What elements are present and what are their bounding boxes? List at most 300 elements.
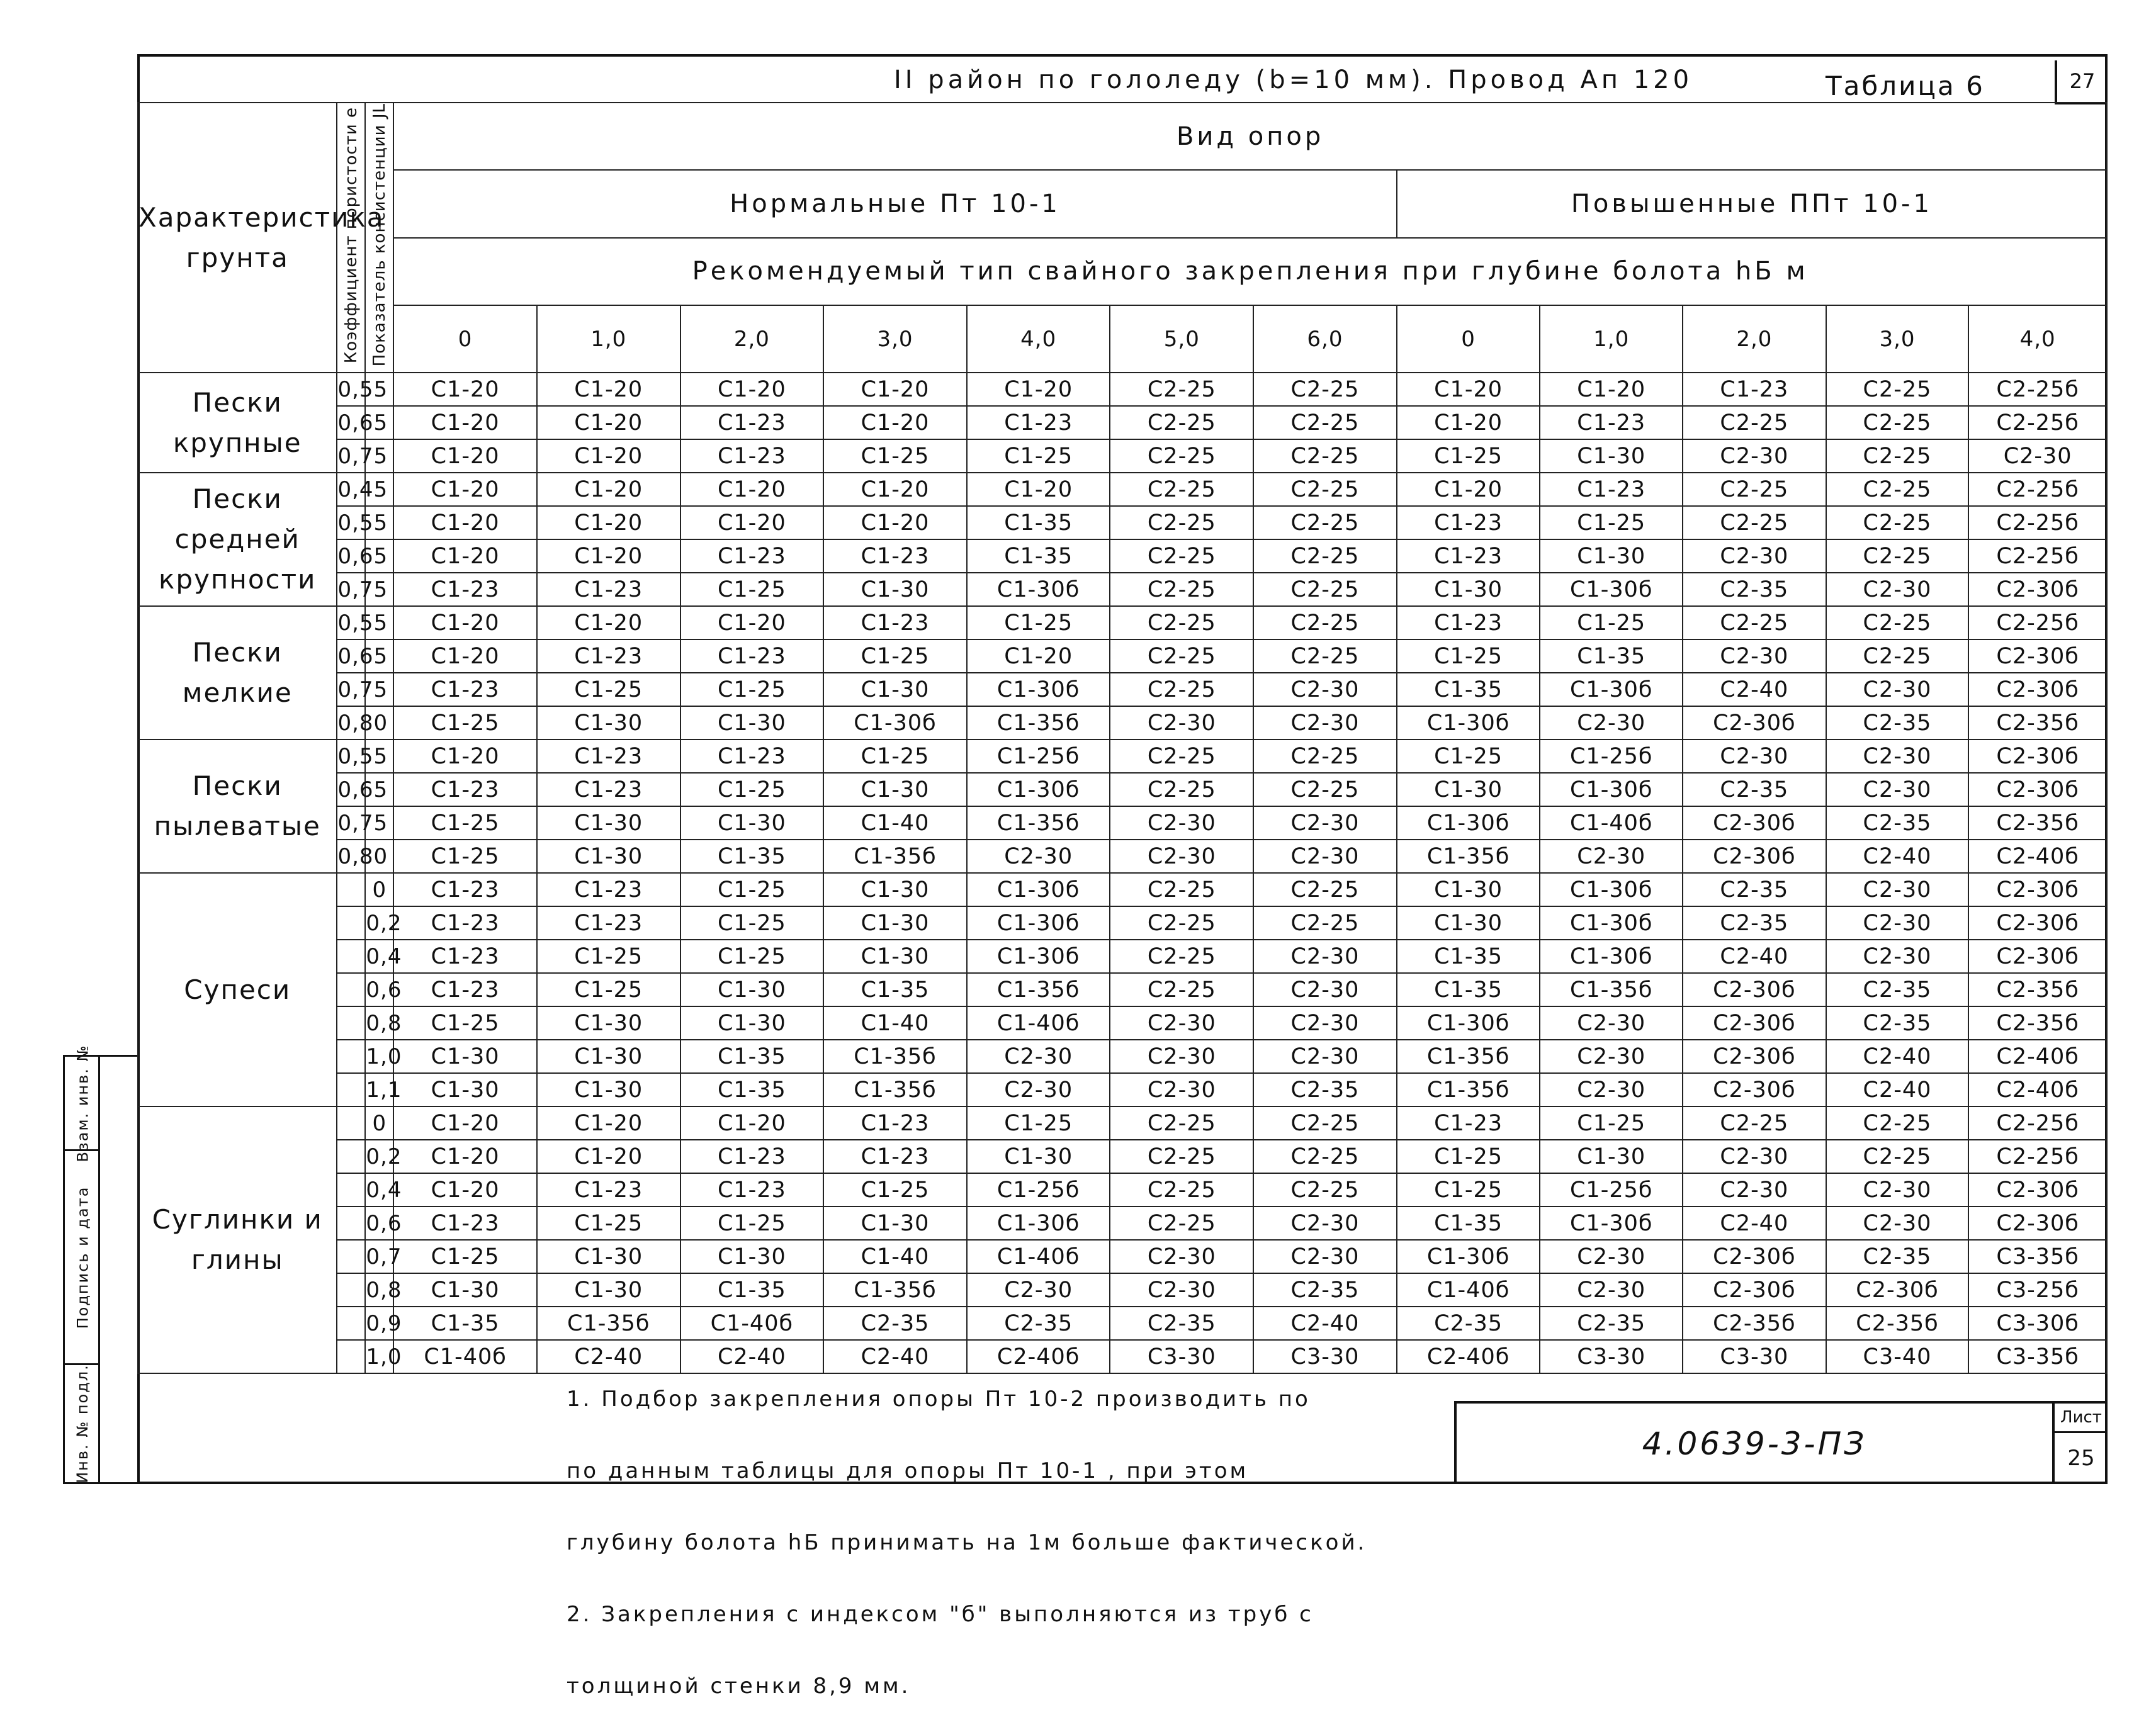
pile-type-cell: С1-30 — [1540, 539, 1683, 573]
pile-type-cell: С2-30 — [1253, 973, 1397, 1006]
pile-type-cell: С2-30б — [1683, 806, 1826, 840]
pile-type-cell: С2-40 — [1253, 1307, 1397, 1340]
pile-type-cell: С2-35б — [1826, 1307, 1969, 1340]
depth-normal-3: 3,0 — [823, 305, 967, 373]
porosity-value: 0,75 — [337, 573, 365, 606]
side-strip-cell — [65, 1044, 100, 1162]
pile-type-cell: С2-30 — [1683, 439, 1826, 473]
pile-type-cell: С3-35б — [1968, 1240, 2107, 1273]
pile-type-cell: С2-25 — [1110, 373, 1253, 406]
title-stamp — [1454, 1401, 2108, 1484]
pile-type-cell: С2-35 — [967, 1307, 1110, 1340]
pile-type-cell: С1-20 — [393, 473, 537, 506]
porosity-value — [337, 1140, 365, 1173]
table-row — [138, 940, 2107, 973]
pile-type-cell: С1-20 — [393, 439, 537, 473]
pile-type-cell: С1-20 — [393, 606, 537, 639]
pile-type-cell: С1-25 — [967, 439, 1110, 473]
pile-type-cell: С2-25б — [1968, 373, 2107, 406]
pile-type-cell: С2-30б — [1968, 773, 2107, 806]
pile-type-cell: С1-20 — [537, 1140, 680, 1173]
pile-type-cell: С1-35б — [1397, 1073, 1540, 1106]
pile-type-cell: С2-35 — [1683, 773, 1826, 806]
pile-type-cell: С2-30б — [1968, 573, 2107, 606]
soil-group-name: Пески мелкие — [138, 606, 337, 740]
pile-type-cell: С1-20 — [967, 373, 1110, 406]
side-strip-cell — [65, 1365, 100, 1482]
pile-type-cell: С1-25 — [680, 773, 824, 806]
pile-type-cell: С2-30 — [1826, 873, 1969, 906]
table-row — [138, 1273, 2107, 1307]
consistency-value: 0,6 — [365, 973, 393, 1006]
pile-type-cell: С2-35 — [1397, 1307, 1540, 1340]
pile-type-cell: С2-25 — [1110, 1207, 1253, 1240]
pile-type-cell: С2-25 — [1110, 740, 1253, 773]
pile-type-cell: С2-35 — [1826, 806, 1969, 840]
consistency-value: 1,0 — [365, 1340, 393, 1373]
pile-type-cell: С1-30б — [967, 1207, 1110, 1240]
pile-type-cell: С1-30б — [1540, 573, 1683, 606]
pile-type-cell: С2-30 — [1540, 1073, 1683, 1106]
pile-type-cell: С2-30 — [1683, 1173, 1826, 1207]
pile-type-cell: С2-25 — [1253, 539, 1397, 573]
pile-type-cell: С1-30б — [1540, 906, 1683, 940]
pile-type-cell: С1-25 — [537, 940, 680, 973]
raised-supports-header: Повышенные ППт 10-1 — [1397, 170, 2107, 237]
pile-type-cell: С1-23 — [967, 406, 1110, 439]
sheet-number: 25 — [2067, 1446, 2095, 1471]
pile-type-cell: С1-23 — [1397, 506, 1540, 539]
porosity-value — [337, 1106, 365, 1140]
pile-type-cell: С1-35 — [1397, 973, 1540, 1006]
pile-type-cell: С1-30 — [393, 1073, 537, 1106]
pile-type-cell: С1-30 — [537, 806, 680, 840]
porosity-value — [337, 1040, 365, 1073]
pile-type-cell: С2-30 — [1253, 1240, 1397, 1273]
pile-type-cell: С2-40 — [1683, 940, 1826, 973]
pile-type-cell: С3-35б — [1968, 1340, 2107, 1373]
pile-type-cell: С1-23 — [823, 1140, 967, 1173]
pile-type-cell: С2-25 — [1110, 940, 1253, 973]
pile-type-cell: С1-30 — [537, 840, 680, 873]
table-row — [138, 806, 2107, 840]
pile-type-cell: С2-30б — [1683, 1006, 1826, 1040]
pile-type-cell: С1-20 — [537, 506, 680, 539]
porosity-header: Коэффициент пористости e — [337, 103, 365, 373]
pile-type-cell: С2-25 — [1110, 539, 1253, 573]
pile-type-cell: С1-30 — [967, 1140, 1110, 1173]
pile-type-cell: С2-35б — [1683, 1307, 1826, 1340]
pile-type-cell: С2-30 — [1826, 740, 1969, 773]
pile-type-cell: С1-30 — [1397, 873, 1540, 906]
porosity-value — [337, 1273, 365, 1307]
pile-type-cell: С1-25 — [680, 940, 824, 973]
pile-type-cell: С1-20 — [537, 439, 680, 473]
porosity-value — [337, 1240, 365, 1273]
pile-type-cell: С1-30б — [967, 573, 1110, 606]
pile-type-cell: С2-25 — [1253, 740, 1397, 773]
pile-type-cell: С1-35 — [393, 1307, 537, 1340]
consistency-value: 0,2 — [365, 906, 393, 940]
pile-type-cell: С1-30 — [680, 706, 824, 740]
pile-type-cell: С1-25 — [1397, 439, 1540, 473]
consistency-header: Показатель консистенции JL — [365, 103, 393, 373]
pile-type-cell: С2-40 — [1826, 1073, 1969, 1106]
pile-type-cell: С1-20 — [393, 1106, 537, 1140]
pile-type-cell: С1-25 — [680, 873, 824, 906]
pile-type-cell: С2-40 — [1826, 1040, 1969, 1073]
consistency-value: 0,9 — [365, 1307, 393, 1340]
pile-type-cell: С1-30б — [823, 706, 967, 740]
pile-type-cell: С2-25б — [1968, 473, 2107, 506]
pile-type-cell: С1-23 — [393, 973, 537, 1006]
pile-type-cell: С2-25 — [1683, 606, 1826, 639]
table-row — [138, 1106, 2107, 1140]
pile-type-cell: С2-30б — [1683, 706, 1826, 740]
pile-type-cell: С1-30 — [1397, 773, 1540, 806]
pile-type-cell: С1-25 — [393, 806, 537, 840]
pile-type-cell: С1-30 — [1397, 906, 1540, 940]
pile-type-cell: С2-30 — [967, 1040, 1110, 1073]
pile-type-cell: С1-35б — [823, 1073, 967, 1106]
pile-type-cell: С1-25 — [1397, 639, 1540, 673]
table-row — [138, 1140, 2107, 1173]
table-head — [138, 103, 2107, 373]
pile-type-cell: С1-23 — [680, 1140, 824, 1173]
table-row — [138, 740, 2107, 773]
pile-type-cell: С1-20 — [537, 606, 680, 639]
pile-type-cell: С1-25 — [1540, 506, 1683, 539]
pile-type-cell: С1-23 — [680, 740, 824, 773]
porosity-value: 0,55 — [337, 740, 365, 773]
pile-type-cell: С1-20 — [537, 373, 680, 406]
pile-type-cell: С1-23 — [680, 406, 824, 439]
pile-type-cell: С1-25 — [680, 673, 824, 706]
pile-type-cell: С1-35б — [1397, 840, 1540, 873]
pile-type-cell: С1-40 — [823, 1240, 967, 1273]
porosity-value: 0,55 — [337, 373, 365, 406]
depth-raised-1: 1,0 — [1540, 305, 1683, 373]
footnote-line: глубину болота hБ принимать на 1м больше фактической. — [567, 1530, 1367, 1555]
pile-type-cell: С2-25 — [1253, 639, 1397, 673]
pile-type-cell: С2-30б — [1968, 1173, 2107, 1207]
pile-type-cell: С1-40б — [680, 1307, 824, 1340]
footnote-line: 2. Закрепления с индексом "б" выполняются из труб с — [567, 1602, 1314, 1627]
porosity-value: 0,75 — [337, 806, 365, 840]
pile-type-cell: С1-30б — [1540, 940, 1683, 973]
pile-type-cell: С3-30 — [1253, 1340, 1397, 1373]
depth-normal-2: 2,0 — [680, 305, 824, 373]
soil-group-name: Пески средней крупности — [138, 473, 337, 606]
porosity-value: 0,65 — [337, 539, 365, 573]
pile-type-cell: С2-30 — [967, 1073, 1110, 1106]
pile-type-cell: С1-30 — [537, 1073, 680, 1106]
pile-type-cell: С1-20 — [393, 1140, 537, 1173]
pile-type-cell: С2-25б — [1968, 606, 2107, 639]
pile-type-cell: С2-30 — [1110, 1240, 1253, 1273]
depth-normal-5: 5,0 — [1110, 305, 1253, 373]
pile-type-cell: С1-30 — [823, 773, 967, 806]
pile-type-cell: С2-25 — [1110, 873, 1253, 906]
pile-type-cell: С1-40б — [967, 1006, 1110, 1040]
pile-type-cell: С1-25 — [393, 1006, 537, 1040]
pile-type-cell: С1-23 — [680, 1173, 824, 1207]
pile-type-cell: С1-25 — [393, 1240, 537, 1273]
pile-type-cell: С3-30 — [1110, 1340, 1253, 1373]
pile-type-cell: С1-23 — [393, 906, 537, 940]
consistency-value: 0,4 — [365, 1173, 393, 1207]
pile-type-cell: С1-25 — [1540, 606, 1683, 639]
consistency-value: 0,2 — [365, 1140, 393, 1173]
pile-type-cell: С1-20 — [823, 373, 967, 406]
side-strip-labels — [65, 1044, 100, 1483]
consistency-value: 0,8 — [365, 1006, 393, 1040]
pile-type-cell: С2-25б — [1968, 506, 2107, 539]
pile-type-cell: С1-20 — [823, 506, 967, 539]
pile-type-cell: С1-23 — [537, 906, 680, 940]
table-row — [138, 1073, 2107, 1106]
pile-type-cell: С2-30 — [1826, 1173, 1969, 1207]
pile-type-cell: С1-30 — [823, 873, 967, 906]
pile-type-cell: С1-23 — [537, 773, 680, 806]
pile-type-cell: С2-25 — [1253, 1106, 1397, 1140]
pile-type-cell: С1-25б — [967, 740, 1110, 773]
normal-supports-header: Нормальные Пт 10-1 — [393, 170, 1396, 237]
pile-type-cell: С2-35б — [1968, 806, 2107, 840]
pile-type-cell: С2-30б — [1968, 873, 2107, 906]
pile-type-cell: С2-25 — [1110, 1106, 1253, 1140]
pile-type-cell: С2-25 — [1826, 639, 1969, 673]
pile-type-cell: С2-30 — [1253, 840, 1397, 873]
pile-type-cell: С2-25 — [1826, 539, 1969, 573]
pile-type-cell: С2-25 — [1826, 1140, 1969, 1173]
pile-type-cell: С1-40б — [1397, 1273, 1540, 1307]
pile-type-cell: С1-35б — [967, 973, 1110, 1006]
pile-type-cell: С1-30б — [1540, 773, 1683, 806]
soil-group-name: Пески крупные — [138, 373, 337, 473]
porosity-value — [337, 873, 365, 906]
pile-type-cell: С2-25б — [1968, 539, 2107, 573]
pile-type-cell: С1-40 — [823, 806, 967, 840]
side-strip-label-signature: Подпись и дата — [74, 1186, 92, 1329]
pile-type-cell: С1-25 — [967, 606, 1110, 639]
pile-type-cell: С1-35б — [537, 1307, 680, 1340]
pile-type-cell: С2-30 — [1110, 840, 1253, 873]
side-strip-values — [100, 1057, 135, 1482]
pile-type-cell: С1-23 — [1540, 473, 1683, 506]
pile-type-cell: С1-23 — [823, 539, 967, 573]
pile-type-cell: С2-25б — [1968, 406, 2107, 439]
pile-type-cell: С1-23 — [823, 606, 967, 639]
pile-type-cell: С1-35б — [967, 806, 1110, 840]
soil-group-name: Суглинки и глины — [138, 1106, 337, 1373]
pile-type-cell: С1-35 — [680, 1040, 824, 1073]
pile-type-cell: С2-30 — [1683, 740, 1826, 773]
table-row — [138, 373, 2107, 406]
pile-type-cell: С2-30б — [1683, 1040, 1826, 1073]
pile-type-cell: С1-25 — [393, 706, 537, 740]
pile-type-cell: С2-40 — [1826, 840, 1969, 873]
pile-type-cell: С1-30 — [537, 1040, 680, 1073]
pile-type-cell: С1-20 — [537, 539, 680, 573]
pile-type-cell: С1-20 — [537, 473, 680, 506]
pile-type-cell: С1-35 — [680, 840, 824, 873]
table-row — [138, 1307, 2107, 1340]
pile-type-cell: С2-30 — [1110, 1273, 1253, 1307]
pile-type-cell: С2-25 — [1253, 1140, 1397, 1173]
pile-type-cell: С1-20 — [1397, 373, 1540, 406]
pile-type-cell: С2-30 — [1968, 439, 2107, 473]
table-row — [138, 1006, 2107, 1040]
pile-type-cell: С1-23 — [393, 873, 537, 906]
table-row — [138, 1207, 2107, 1240]
consistency-value: 0,8 — [365, 1273, 393, 1307]
table-row — [138, 673, 2107, 706]
pile-type-cell: С1-25 — [537, 1207, 680, 1240]
pile-type-cell: С1-23 — [680, 639, 824, 673]
table-row — [138, 973, 2107, 1006]
depth-normal-1: 1,0 — [537, 305, 680, 373]
pile-type-cell: С2-30 — [1540, 1240, 1683, 1273]
pile-type-cell: С2-25 — [1826, 606, 1969, 639]
pile-type-cell: С2-30 — [1110, 1040, 1253, 1073]
depth-normal-0: 0 — [393, 305, 537, 373]
pile-type-cell: С1-25 — [823, 740, 967, 773]
pile-type-cell: С1-20 — [393, 539, 537, 573]
pile-type-cell: С1-35б — [1397, 1040, 1540, 1073]
pile-type-cell: С2-30 — [1826, 940, 1969, 973]
consistency-value: 0,4 — [365, 940, 393, 973]
pile-type-cell: С2-40б — [1968, 1073, 2107, 1106]
pile-type-cell: С1-20 — [680, 373, 824, 406]
pile-type-cell: С1-35 — [1397, 940, 1540, 973]
sheet-box — [2052, 1404, 2108, 1484]
pile-type-cell: С2-40 — [1683, 1207, 1826, 1240]
pile-type-cell: С1-30б — [967, 940, 1110, 973]
porosity-value: 0,55 — [337, 506, 365, 539]
pile-type-cell: С1-23 — [680, 439, 824, 473]
pile-type-cell: С1-30б — [1540, 873, 1683, 906]
porosity-value — [337, 973, 365, 1006]
pile-type-cell: С2-30б — [1683, 1073, 1826, 1106]
pile-type-cell: С1-35 — [1397, 1207, 1540, 1240]
pile-type-cell: С1-40б — [1540, 806, 1683, 840]
pile-type-cell: С2-25 — [1826, 373, 1969, 406]
pile-type-cell: С2-25 — [1826, 406, 1969, 439]
consistency-value: 0 — [365, 873, 393, 906]
document-code: 4.0639-3-ПЗ — [1642, 1426, 1867, 1462]
footnotes — [567, 1339, 1367, 1722]
table-row — [138, 539, 2107, 573]
pile-type-cell: С1-35б — [823, 1040, 967, 1073]
pile-type-cell: С2-35 — [1683, 573, 1826, 606]
table-row — [138, 773, 2107, 806]
pile-type-cell: С2-30б — [1683, 1240, 1826, 1273]
pile-type-cell: С1-23 — [1397, 606, 1540, 639]
pile-type-cell: С2-25 — [1110, 906, 1253, 940]
pile-type-cell: С1-23 — [537, 1173, 680, 1207]
pile-type-cell: С1-35 — [1540, 639, 1683, 673]
pile-type-cell: С2-30 — [1540, 706, 1683, 740]
pile-type-cell: С1-23 — [537, 573, 680, 606]
pile-type-cell: С1-30 — [1540, 1140, 1683, 1173]
pile-type-cell: С2-30 — [1826, 573, 1969, 606]
pile-type-cell: С2-30 — [1683, 639, 1826, 673]
porosity-value — [337, 1006, 365, 1040]
pile-type-cell: С2-25 — [1253, 473, 1397, 506]
depth-raised-3: 3,0 — [1826, 305, 1969, 373]
pile-type-cell: С1-23 — [823, 1106, 967, 1140]
table-row — [138, 1040, 2107, 1073]
table-row — [138, 606, 2107, 639]
pile-type-cell: С2-25 — [1683, 1106, 1826, 1140]
pile-type-cell: С2-30б — [1968, 906, 2107, 940]
pile-type-cell: С1-23 — [537, 740, 680, 773]
pile-type-cell: С1-20 — [967, 473, 1110, 506]
pile-type-cell: С1-35б — [1540, 973, 1683, 1006]
pile-type-cell: С1-35 — [967, 539, 1110, 573]
table-row — [138, 1173, 2107, 1207]
depth-normal-6: 6,0 — [1253, 305, 1397, 373]
pile-type-cell: С1-30б — [1397, 1240, 1540, 1273]
pile-type-cell: С1-30б — [1540, 673, 1683, 706]
table-label: Таблица 6 — [1826, 70, 1985, 101]
porosity-value — [337, 1073, 365, 1106]
consistency-value: 0,7 — [365, 1240, 393, 1273]
pile-type-cell: С1-30 — [823, 673, 967, 706]
pile-type-cell: С1-20 — [1540, 373, 1683, 406]
pile-type-cell: С1-35б — [967, 706, 1110, 740]
pile-type-cell: С2-25б — [1968, 1106, 2107, 1140]
pile-type-cell: С2-25 — [1110, 506, 1253, 539]
pile-type-cell: С2-25 — [1110, 473, 1253, 506]
pile-type-cell: С1-30 — [823, 940, 967, 973]
side-strip-label-inventory: Инв. № подл. — [74, 1364, 92, 1483]
pile-type-cell: С3-40 — [1826, 1340, 1969, 1373]
pile-type-cell: С3-30б — [1968, 1307, 2107, 1340]
pile-type-cell: С2-25 — [1826, 473, 1969, 506]
pile-type-cell: С2-30 — [1826, 1207, 1969, 1240]
pile-type-cell: С2-30 — [1540, 840, 1683, 873]
pile-type-cell: С2-30 — [1826, 673, 1969, 706]
pile-type-cell: С2-30б — [1683, 840, 1826, 873]
pile-type-cell: С2-25 — [1110, 406, 1253, 439]
pile-type-cell: С2-40б — [967, 1340, 1110, 1373]
pile-type-cell: С1-30б — [967, 906, 1110, 940]
pile-type-cell: С1-35 — [967, 506, 1110, 539]
pile-type-cell: С2-30б — [1968, 639, 2107, 673]
pile-type-cell: С2-35 — [1540, 1307, 1683, 1340]
sheet-label: Лист — [2055, 1404, 2108, 1433]
depth-raised-4: 4,0 — [1968, 305, 2107, 373]
pile-type-cell: С2-30 — [1253, 1006, 1397, 1040]
pile-type-cell: С1-30 — [393, 1273, 537, 1307]
pile-type-cell: С2-25 — [1253, 606, 1397, 639]
foundation-table — [137, 102, 2108, 1374]
footnote-line: 1. Подбор закрепления опоры Пт 10-2 производить по — [567, 1387, 1311, 1412]
table-row — [138, 573, 2107, 606]
footnote-line: толщиной стенки 8,9 мм. — [567, 1674, 911, 1699]
pile-type-cell: С1-25 — [393, 840, 537, 873]
porosity-value: 0,45 — [337, 473, 365, 506]
porosity-value — [337, 1173, 365, 1207]
pile-type-cell: С1-20 — [1397, 406, 1540, 439]
pile-type-cell: С1-23 — [680, 539, 824, 573]
pile-type-cell: С1-30 — [823, 573, 967, 606]
pile-type-cell: С3-25б — [1968, 1273, 2107, 1307]
pile-type-cell: С2-30 — [1253, 806, 1397, 840]
table-row — [138, 706, 2107, 740]
